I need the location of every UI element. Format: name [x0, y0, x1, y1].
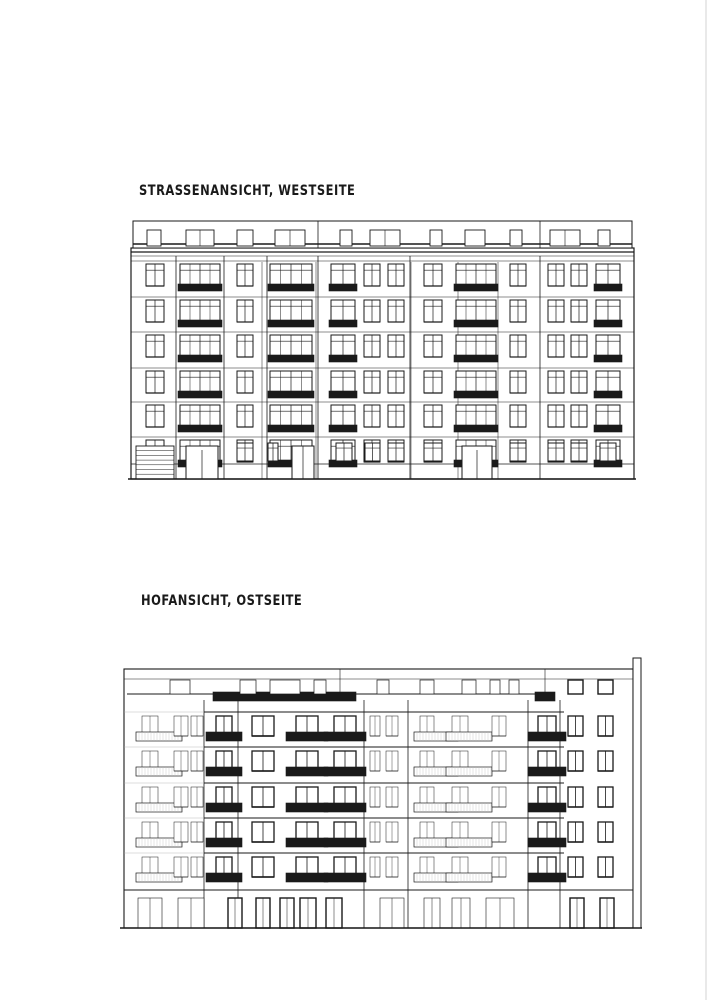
balcony — [286, 732, 328, 741]
roof-window — [420, 680, 434, 694]
balcony — [206, 873, 242, 882]
court-elevation-title: HOFANSICHT, OSTSEITE — [141, 593, 303, 609]
balcony — [206, 767, 242, 776]
balcony — [286, 803, 328, 812]
roof-window — [490, 680, 500, 694]
street-elevation-title: STRASSENANSICHT, WESTSEITE — [139, 183, 356, 199]
roof-window — [598, 680, 613, 694]
roof-window — [462, 680, 476, 694]
balcony — [206, 838, 242, 847]
roof-window — [509, 680, 519, 694]
balcony — [206, 732, 242, 741]
balcony — [528, 732, 566, 741]
firewall — [633, 658, 641, 928]
roof-window — [377, 680, 389, 694]
balcony — [324, 732, 366, 741]
roof-window — [314, 680, 326, 694]
roof-window — [568, 680, 583, 694]
balcony — [324, 767, 366, 776]
balcony — [286, 873, 328, 882]
balcony — [528, 803, 566, 812]
balcony — [206, 803, 242, 812]
balcony — [324, 873, 366, 882]
roof-window — [270, 680, 300, 694]
balcony — [286, 767, 328, 776]
balcony — [324, 803, 366, 812]
roof-window — [240, 680, 256, 694]
balcony — [528, 873, 566, 882]
balcony — [528, 838, 566, 847]
roof-window — [170, 680, 190, 694]
balcony — [286, 838, 328, 847]
balcony — [324, 838, 366, 847]
balcony — [528, 767, 566, 776]
